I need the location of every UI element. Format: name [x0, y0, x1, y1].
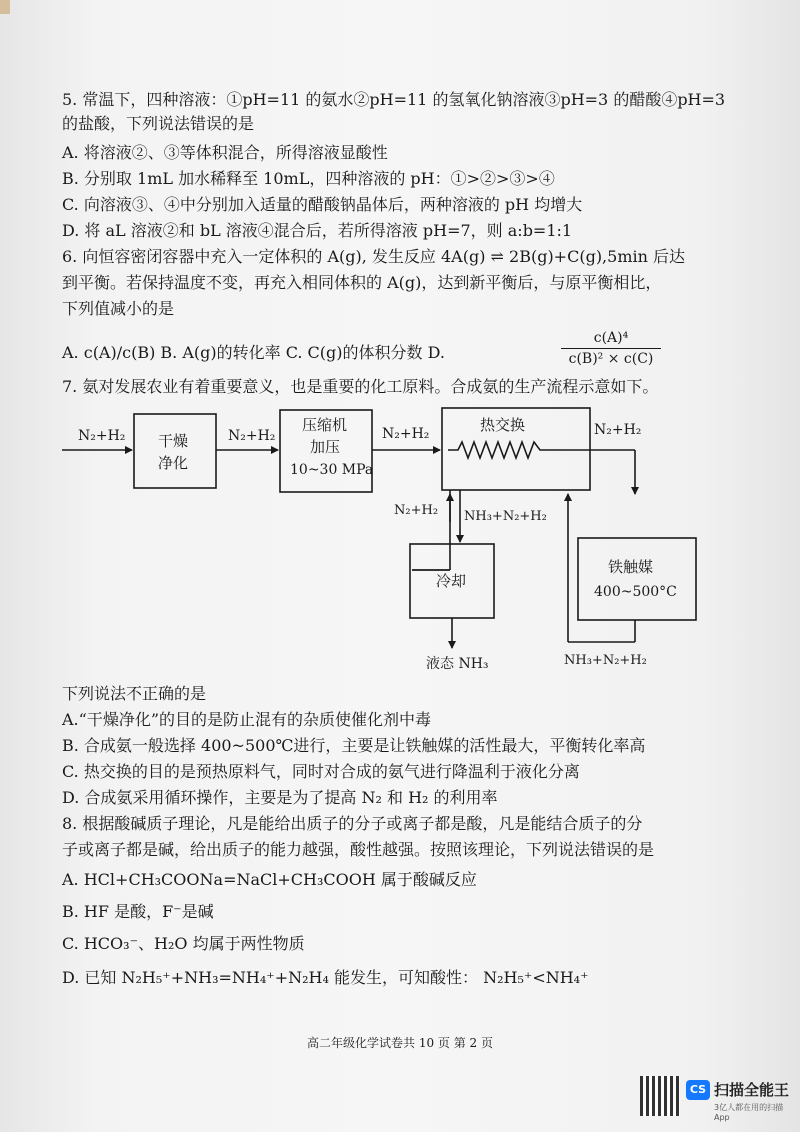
q6-stem-line1: 6. 向恒容密闭容器中充入一定体积的 A(g), 发生反应 4A(g) ⇌ 2B(g)+C(g),5min 后达: [62, 247, 686, 266]
label-dry-2: 净化: [158, 454, 189, 472]
q7-option-b: B. 合成氨一般选择 400~500℃进行，主要是让铁触媒的活性最大，平衡转化率高: [62, 736, 646, 755]
fraction-numerator: c(A)⁴: [561, 330, 661, 349]
label-down-left: N₂+H₂: [394, 503, 439, 518]
q8-option-b: B. HF 是酸，F⁻是碱: [62, 902, 214, 921]
label-catalyst-1: 铁触媒: [608, 558, 654, 576]
fraction-denominator: c(B)² × c(C): [568, 351, 654, 367]
scanner-watermark: [640, 1074, 792, 1120]
q6-stem-line3: 下列值减小的是: [62, 299, 175, 318]
label-link2: N₂+H₂: [382, 426, 430, 442]
q7-stem: 7. 氨对发展农业有着重要意义，也是重要的化工原料。合成氨的生产流程示意如下。: [62, 377, 659, 396]
q7-lead: 下列说法不正确的是: [62, 684, 207, 703]
q5-option-d: D. 将 aL 溶液②和 bL 溶液④混合后，若所得溶液 pH=7，则 a:b=1:1: [62, 221, 573, 240]
q6-options: A. c(A)/c(B) B. A(g)的转化率 C. C(g)的体积分数 D.: [62, 343, 445, 362]
q5-option-c: C. 向溶液③、④中分别加入适量的醋酸钠晶体后，两种溶液的 pH 均增大: [62, 195, 583, 214]
q5-option-a: A. 将溶液②、③等体积混合，所得溶液显酸性: [62, 143, 388, 162]
q8-option-d: D. 已知 N₂H₅⁺+NH₃=NH₄⁺+N₂H₄ 能发生，可知酸性： N₂H₅⁺<NH₄⁺: [62, 968, 589, 987]
heating-coil-icon: [448, 442, 590, 458]
brand-name: 扫描全能王: [714, 1081, 790, 1099]
q6-stem-line2: 到平衡。若保持温度不变，再充入相同体积的 A(g)，达到新平衡后，与原平衡相比，: [62, 273, 662, 292]
q8-stem-line2: 子或离子都是碱，给出质子的能力越强，酸性越强。按照该理论，下列说法错误的是: [62, 840, 655, 859]
ammonia-process-flow-diagram: [60, 402, 700, 677]
q5-stem-line2: 的盐酸，下列说法错误的是: [62, 114, 255, 133]
dry-purify-box: [134, 414, 216, 488]
label-link3: N₂+H₂: [594, 422, 642, 438]
label-compressor-3: 10~30 MPa: [290, 462, 374, 478]
q7-option-d: D. 合成氨采用循环操作，主要是为了提高 N₂ 和 H₂ 的利用率: [62, 788, 498, 807]
qr-code-icon: [640, 1076, 680, 1116]
q8-option-c: C. HCO₃⁻、H₂O 均属于两性物质: [62, 934, 305, 953]
label-heat-exchange: 热交换: [480, 416, 526, 434]
label-cooling: 冷却: [436, 572, 467, 590]
brand-tagline: 3亿人都在用的扫描App: [714, 1103, 784, 1122]
q7-option-a: A.“干燥净化”的目的是防止混有的杂质使催化剂中毒: [62, 710, 432, 729]
camscanner-logo-icon: CS: [686, 1080, 710, 1100]
label-catalyst-2: 400~500°C: [594, 584, 677, 600]
label-liquid-ammonia: 液态 NH₃: [426, 656, 489, 672]
label-compressor-1: 压缩机: [302, 416, 348, 434]
q8-stem-line1: 8. 根据酸碱质子理论，凡是能给出质子的分子或离子都是酸，凡是能结合质子的分: [62, 814, 643, 833]
q5-option-b: B. 分别取 1mL 加水稀释至 10mL，四种溶液的 pH：①>②>③>④: [62, 169, 555, 188]
label-compressor-2: 加压: [310, 438, 341, 456]
label-dry-1: 干燥: [158, 432, 189, 450]
page-footer: 高二年级化学试卷共 10 页 第 2 页: [307, 1036, 493, 1050]
q5-stem-line1: 5. 常温下，四种溶液：①pH=11 的氨水②pH=11 的氢氧化钠溶液③pH=3 的醋酸④pH=3: [62, 90, 726, 109]
catalyst-box: [578, 538, 696, 620]
q6-option-d-fraction: [561, 330, 661, 367]
corner-tape-mark: [0, 0, 10, 14]
label-return: NH₃+N₂+H₂: [564, 653, 647, 668]
label-down-mid: NH₃+N₂+H₂: [464, 509, 547, 524]
q8-option-a: A. HCl+CH₃COONa=NaCl+CH₃COOH 属于酸碱反应: [62, 870, 477, 889]
label-link1: N₂+H₂: [228, 428, 276, 444]
q7-option-c: C. 热交换的目的是预热原料气，同时对合成的氨气进行降温利于液化分离: [62, 762, 580, 781]
label-input: N₂+H₂: [78, 428, 126, 444]
